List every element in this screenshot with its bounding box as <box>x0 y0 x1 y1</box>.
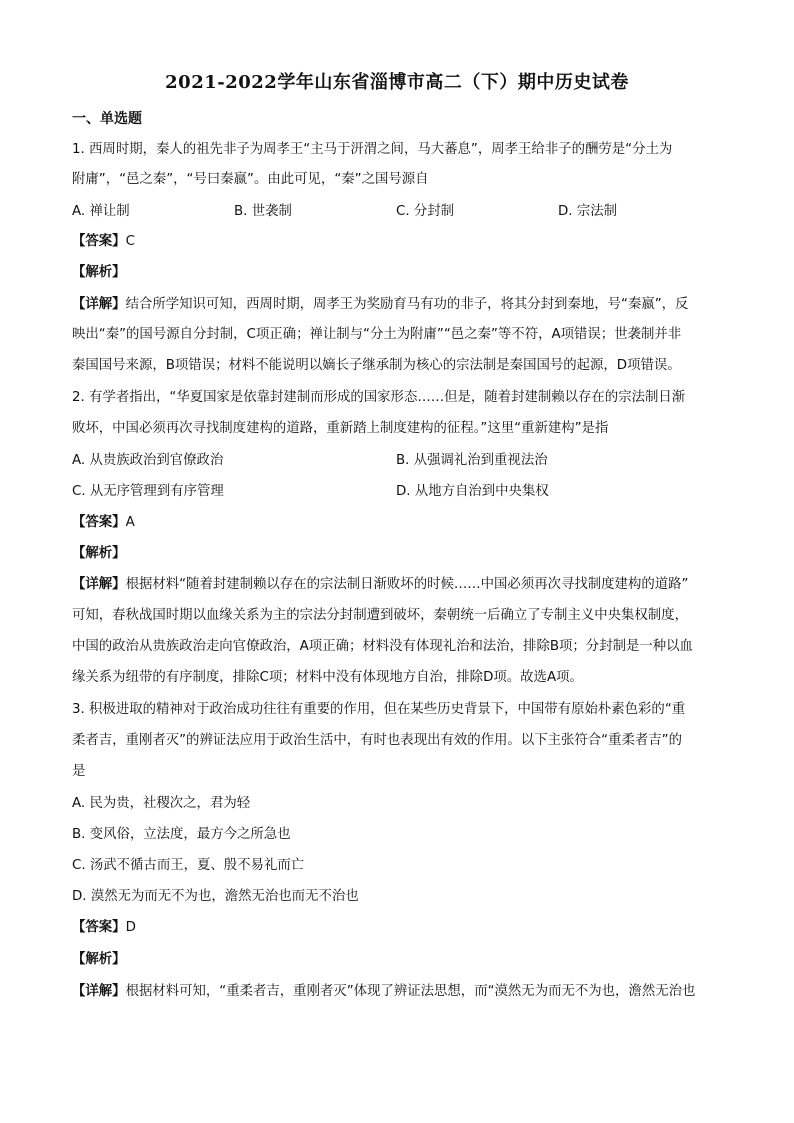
q1-stem-line: 附庸”，“邑之秦”，“号曰秦嬴”。由此可见，“秦”之国号源自 <box>72 172 429 187</box>
q2-option-a: A. 从贵族政治到官僚政治 <box>72 453 224 468</box>
detail-text: 结合所学知识可知，西周时期，周孝王为奖励育马有功的非子，将其分封到秦地，号“秦嬴”，反 <box>125 297 689 312</box>
q1-option-a: A. 禅让制 <box>72 204 130 219</box>
detail-text: 根据材料“随着封建制赖以存在的宗法制日渐败坏的时候……中国必须再次寻找制度建构的道路” <box>125 577 689 592</box>
q1-answer <box>72 232 135 252</box>
q2-detail-line <box>72 575 688 595</box>
q2-detail-line: 可知，春秋战国时期以血缘关系为主的宗法分封制遭到破坏，秦朝统一后确立了专制主义中央集权制度， <box>72 608 688 623</box>
q3-answer <box>72 918 136 938</box>
answer-value: C <box>125 234 135 249</box>
q2-option-c: C. 从无序管理到有序管理 <box>72 484 224 499</box>
q1-detail-line: 映出“秦”的国号源自分封制，C项正确；禅让制与“分土为附庸”“邑之秦”等不符，A项错误；世袭制并非 <box>72 327 682 342</box>
q3-option-c: C. 汤武不循古而王，夏、殷不易礼而亡 <box>72 858 305 873</box>
answer-value: D <box>125 920 136 935</box>
q2-answer <box>72 513 135 533</box>
answer-value: A <box>125 515 135 530</box>
q1-option-c: C. 分封制 <box>396 204 455 219</box>
q3-analysis-tag: 【解析】 <box>72 952 126 967</box>
q2-option-b: B. 从强调礼治到重视法治 <box>396 453 548 468</box>
q1-detail-line: 秦国国号来源，B项错误；材料不能说明以嫡长子继承制为核心的宗法制是秦国国号的起源，D项错误。 <box>72 358 681 373</box>
detail-tag: 【详解】 <box>72 984 126 999</box>
q1-option-b: B. 世袭制 <box>234 204 292 219</box>
q1-detail-line <box>72 295 688 315</box>
page-title: 2021-2022学年山东省淄博市高二（下）期中历史试卷 <box>165 72 629 93</box>
answer-tag: 【答案】 <box>72 234 126 249</box>
q3-stem-line: 柔者吉，重刚者灭”的辨证法应用于政治生活中，有时也表现出有效的作用。以下主张符合“重柔者吉”的 <box>72 733 682 748</box>
q2-analysis-tag: 【解析】 <box>72 546 126 561</box>
q3-option-b: B. 变风俗，立法度，最方今之所急也 <box>72 827 291 842</box>
answer-tag: 【答案】 <box>72 920 126 935</box>
answer-tag: 【答案】 <box>72 515 126 530</box>
q2-detail-line: 中国的政治从贵族政治走向官僚政治，A项正确；材料没有体现礼治和法治，排除B项；分封制是一种以血 <box>72 639 693 654</box>
q1-analysis-tag: 【解析】 <box>72 265 126 280</box>
detail-tag: 【详解】 <box>72 297 126 312</box>
q3-stem-line: 3. 积极进取的精神对于政治成功往往有重要的作用，但在某些历史背景下，中国带有原始朴素色彩的“重 <box>72 702 686 717</box>
q1-stem-line: 1. 西周时期，秦人的祖先非子为周孝王“主马于汧渭之间，马大蕃息”，周孝王给非子的酬劳是“分土为 <box>72 142 673 157</box>
q1-option-d: D. 宗法制 <box>558 204 617 219</box>
q3-stem-line: 是 <box>72 764 86 779</box>
detail-text: 根据材料可知，“重柔者吉，重刚者灭”体现了辨证法思想，而“漠然无为而无不为也，澹然无治也 <box>125 984 696 999</box>
q3-detail-line <box>72 982 695 1002</box>
q3-option-a: A. 民为贵，社稷次之，君为轻 <box>72 796 251 811</box>
detail-tag: 【详解】 <box>72 577 126 592</box>
q2-stem-line: 败坏，中国必须再次寻找制度建构的道路，重新踏上制度建构的征程。”这里“重新建构”是指 <box>72 421 609 436</box>
q3-option-d: D. 漠然无为而无不为也，澹然无治也而无不治也 <box>72 889 359 904</box>
q2-option-d: D. 从地方自治到中央集权 <box>396 484 549 499</box>
q2-detail-line: 缘关系为纽带的有序制度，排除C项；材料中没有体现地方自治，排除D项。故选A项。 <box>72 670 583 685</box>
section-heading: 一、单选题 <box>72 111 142 127</box>
q2-stem-line: 2. 有学者指出，“华夏国家是依靠封建制而形成的国家形态……但是，随着封建制赖以存在的宗法制日渐 <box>72 390 686 405</box>
